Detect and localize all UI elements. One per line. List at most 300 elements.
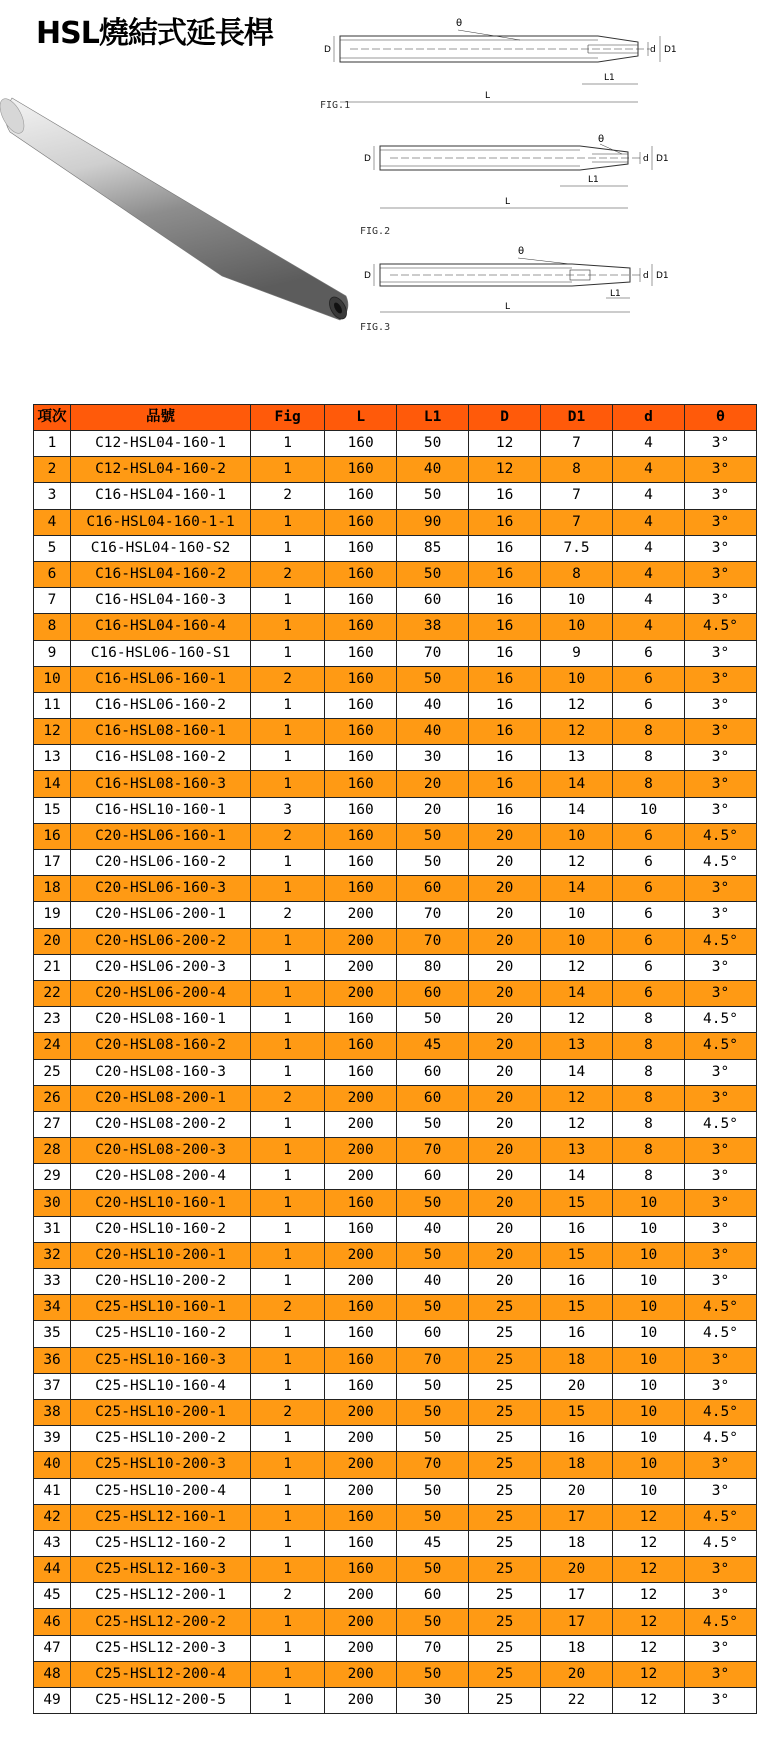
cell-L: 160 <box>325 640 397 666</box>
cell-fig: 1 <box>251 535 325 561</box>
cell-theta: 3° <box>684 719 756 745</box>
cell-d: 6 <box>613 928 685 954</box>
cell-D: 16 <box>469 666 541 692</box>
cell-D1: 10 <box>541 902 613 928</box>
cell-theta: 3° <box>684 535 756 561</box>
cell-theta: 3° <box>684 666 756 692</box>
cell-D1: 12 <box>541 1007 613 1033</box>
table-row <box>34 1688 757 1714</box>
cell-item-no: 9 <box>34 640 71 666</box>
cell-D1: 10 <box>541 928 613 954</box>
cell-part-no: C25-HSL10-160-3 <box>71 1347 251 1373</box>
cell-part-no: C16-HSL04-160-1 <box>71 483 251 509</box>
cell-D1: 12 <box>541 1085 613 1111</box>
cell-D: 20 <box>469 1007 541 1033</box>
cell-D: 16 <box>469 483 541 509</box>
cell-d: 10 <box>613 1478 685 1504</box>
cell-D1: 7 <box>541 431 613 457</box>
cell-fig: 2 <box>251 1295 325 1321</box>
cell-item-no: 38 <box>34 1399 71 1425</box>
cell-fig: 1 <box>251 1059 325 1085</box>
cell-L1: 70 <box>397 1347 469 1373</box>
cell-item-no: 32 <box>34 1242 71 1268</box>
cell-fig: 2 <box>251 483 325 509</box>
cell-d: 10 <box>613 1242 685 1268</box>
cell-fig: 1 <box>251 1007 325 1033</box>
header-L: L <box>325 405 397 431</box>
cell-theta: 3° <box>684 561 756 587</box>
fig1-D-label: D <box>324 45 331 55</box>
cell-L: 200 <box>325 1688 397 1714</box>
table-row <box>34 431 757 457</box>
cell-theta: 4.5° <box>684 1399 756 1425</box>
cell-item-no: 11 <box>34 692 71 718</box>
cell-theta: 3° <box>684 1242 756 1268</box>
fig3-d-label: d <box>643 271 649 281</box>
cell-d: 12 <box>613 1688 685 1714</box>
cell-theta: 4.5° <box>684 1007 756 1033</box>
cell-theta: 4.5° <box>684 1426 756 1452</box>
cell-part-no: C20-HSL06-160-1 <box>71 823 251 849</box>
cell-L1: 40 <box>397 1216 469 1242</box>
cell-theta: 4.5° <box>684 1504 756 1530</box>
cell-D1: 14 <box>541 771 613 797</box>
cell-item-no: 47 <box>34 1635 71 1661</box>
cell-D1: 18 <box>541 1347 613 1373</box>
cell-fig: 1 <box>251 1164 325 1190</box>
cell-L: 200 <box>325 1478 397 1504</box>
fig2-theta-label: θ <box>598 134 605 145</box>
cell-fig: 1 <box>251 1609 325 1635</box>
cell-d: 8 <box>613 1111 685 1137</box>
cell-D1: 15 <box>541 1399 613 1425</box>
cell-d: 6 <box>613 850 685 876</box>
cell-D1: 10 <box>541 666 613 692</box>
cell-L1: 60 <box>397 980 469 1006</box>
cell-d: 6 <box>613 876 685 902</box>
cell-item-no: 31 <box>34 1216 71 1242</box>
cell-fig: 1 <box>251 1661 325 1687</box>
cell-L1: 20 <box>397 797 469 823</box>
cell-theta: 3° <box>684 980 756 1006</box>
cell-theta: 3° <box>684 1557 756 1583</box>
page-title: HSL燒結式延長桿 <box>36 16 273 51</box>
table-row <box>34 771 757 797</box>
fig2-D1-label: D1 <box>656 154 669 164</box>
cell-L1: 40 <box>397 1269 469 1295</box>
cell-d: 8 <box>613 1033 685 1059</box>
cell-item-no: 3 <box>34 483 71 509</box>
cell-item-no: 28 <box>34 1138 71 1164</box>
table-row <box>34 1007 757 1033</box>
fig2-D-label: D <box>364 154 371 164</box>
cell-D1: 18 <box>541 1530 613 1556</box>
cell-item-no: 4 <box>34 509 71 535</box>
cell-part-no: C25-HSL10-200-3 <box>71 1452 251 1478</box>
cell-d: 6 <box>613 902 685 928</box>
cell-L: 160 <box>325 1059 397 1085</box>
fig1-D1-label: D1 <box>664 45 677 55</box>
cell-L1: 60 <box>397 1164 469 1190</box>
cell-fig: 1 <box>251 509 325 535</box>
cell-theta: 3° <box>684 1373 756 1399</box>
cell-part-no: C16-HSL08-160-3 <box>71 771 251 797</box>
cell-d: 4 <box>613 483 685 509</box>
cell-L: 160 <box>325 483 397 509</box>
cell-L: 160 <box>325 1190 397 1216</box>
table-row <box>34 457 757 483</box>
cell-L1: 45 <box>397 1530 469 1556</box>
cell-fig: 1 <box>251 980 325 1006</box>
table-body <box>34 431 757 1714</box>
cell-D1: 20 <box>541 1373 613 1399</box>
cell-d: 12 <box>613 1504 685 1530</box>
fig2-diagram <box>360 130 680 225</box>
cell-d: 8 <box>613 1164 685 1190</box>
fig1-theta-label: θ <box>456 18 463 29</box>
cell-L: 160 <box>325 614 397 640</box>
fig1-L1-label: L1 <box>604 73 615 83</box>
cell-theta: 3° <box>684 902 756 928</box>
cell-L: 200 <box>325 902 397 928</box>
table-row <box>34 850 757 876</box>
cell-d: 8 <box>613 1085 685 1111</box>
cell-L: 160 <box>325 850 397 876</box>
cell-L: 200 <box>325 1164 397 1190</box>
cell-item-no: 25 <box>34 1059 71 1085</box>
cell-theta: 3° <box>684 1190 756 1216</box>
cell-L: 160 <box>325 823 397 849</box>
cell-fig: 1 <box>251 1688 325 1714</box>
cell-L: 160 <box>325 1033 397 1059</box>
cell-item-no: 13 <box>34 745 71 771</box>
cell-item-no: 35 <box>34 1321 71 1347</box>
cell-D: 20 <box>469 1164 541 1190</box>
cell-part-no: C20-HSL10-160-2 <box>71 1216 251 1242</box>
cell-part-no: C20-HSL06-200-3 <box>71 954 251 980</box>
cell-d: 8 <box>613 771 685 797</box>
cell-d: 6 <box>613 980 685 1006</box>
cell-fig: 1 <box>251 1373 325 1399</box>
table-row <box>34 980 757 1006</box>
table-row <box>34 535 757 561</box>
cell-d: 6 <box>613 640 685 666</box>
cell-L: 160 <box>325 1007 397 1033</box>
fig1-caption: FIG.1 <box>320 100 351 111</box>
cell-theta: 3° <box>684 1452 756 1478</box>
cell-theta: 3° <box>684 483 756 509</box>
cell-part-no: C25-HSL12-200-4 <box>71 1661 251 1687</box>
fig2-L1-label: L1 <box>588 175 599 185</box>
table-row <box>34 509 757 535</box>
header-fig: Fig <box>251 405 325 431</box>
cell-item-no: 1 <box>34 431 71 457</box>
cell-d: 12 <box>613 1583 685 1609</box>
cell-part-no: C16-HSL08-160-2 <box>71 745 251 771</box>
cell-theta: 4.5° <box>684 614 756 640</box>
cell-d: 4 <box>613 561 685 587</box>
table-row <box>34 954 757 980</box>
cell-item-no: 22 <box>34 980 71 1006</box>
cell-D: 25 <box>469 1609 541 1635</box>
cell-L1: 50 <box>397 850 469 876</box>
cell-L: 160 <box>325 666 397 692</box>
cell-D: 25 <box>469 1373 541 1399</box>
fig1-d-label: d <box>650 45 656 55</box>
cell-d: 8 <box>613 1138 685 1164</box>
cell-L: 160 <box>325 1347 397 1373</box>
cell-theta: 3° <box>684 588 756 614</box>
cell-L: 200 <box>325 1085 397 1111</box>
table-row <box>34 1478 757 1504</box>
cell-D1: 8 <box>541 457 613 483</box>
cell-item-no: 37 <box>34 1373 71 1399</box>
cell-D1: 7.5 <box>541 535 613 561</box>
header-d: d <box>613 405 685 431</box>
cell-d: 10 <box>613 1295 685 1321</box>
cell-L: 200 <box>325 1635 397 1661</box>
cell-d: 8 <box>613 1059 685 1085</box>
cell-theta: 3° <box>684 797 756 823</box>
cell-fig: 1 <box>251 1347 325 1373</box>
table-header-row <box>34 405 757 431</box>
cell-L: 200 <box>325 928 397 954</box>
cell-D1: 8 <box>541 561 613 587</box>
cell-item-no: 48 <box>34 1661 71 1687</box>
cell-L1: 60 <box>397 588 469 614</box>
cell-item-no: 44 <box>34 1557 71 1583</box>
fig2-L-label: L <box>505 197 511 207</box>
cell-d: 12 <box>613 1557 685 1583</box>
cell-D1: 17 <box>541 1609 613 1635</box>
cell-D: 25 <box>469 1688 541 1714</box>
cell-part-no: C25-HSL10-200-2 <box>71 1426 251 1452</box>
table-row <box>34 1557 757 1583</box>
cell-D1: 18 <box>541 1452 613 1478</box>
table-row <box>34 1321 757 1347</box>
cell-fig: 1 <box>251 1321 325 1347</box>
cell-L: 200 <box>325 1661 397 1687</box>
cell-part-no: C20-HSL06-160-3 <box>71 876 251 902</box>
cell-D: 25 <box>469 1399 541 1425</box>
cell-fig: 1 <box>251 876 325 902</box>
cell-item-no: 26 <box>34 1085 71 1111</box>
cell-d: 6 <box>613 823 685 849</box>
cell-part-no: C20-HSL06-200-4 <box>71 980 251 1006</box>
cell-D: 16 <box>469 692 541 718</box>
cell-D: 16 <box>469 745 541 771</box>
cell-D: 20 <box>469 1085 541 1111</box>
table-row <box>34 692 757 718</box>
table-row <box>34 1033 757 1059</box>
cell-item-no: 23 <box>34 1007 71 1033</box>
table-row <box>34 1269 757 1295</box>
cell-L: 160 <box>325 876 397 902</box>
cell-D: 25 <box>469 1635 541 1661</box>
cell-part-no: C20-HSL10-160-1 <box>71 1190 251 1216</box>
cell-D: 20 <box>469 1190 541 1216</box>
cell-fig: 1 <box>251 1635 325 1661</box>
cell-theta: 4.5° <box>684 1530 756 1556</box>
cell-L: 200 <box>325 1452 397 1478</box>
header-D1: D1 <box>541 405 613 431</box>
cell-L1: 60 <box>397 1085 469 1111</box>
table-row <box>34 1190 757 1216</box>
cell-d: 10 <box>613 1190 685 1216</box>
cell-fig: 2 <box>251 561 325 587</box>
cell-item-no: 49 <box>34 1688 71 1714</box>
cell-d: 4 <box>613 588 685 614</box>
cell-d: 10 <box>613 1216 685 1242</box>
cell-L: 160 <box>325 1295 397 1321</box>
cell-D1: 12 <box>541 1111 613 1137</box>
cell-fig: 1 <box>251 1033 325 1059</box>
cell-d: 10 <box>613 1321 685 1347</box>
cell-theta: 3° <box>684 876 756 902</box>
cell-item-no: 5 <box>34 535 71 561</box>
cell-L1: 50 <box>397 666 469 692</box>
cell-D: 20 <box>469 980 541 1006</box>
cell-item-no: 42 <box>34 1504 71 1530</box>
cell-L1: 45 <box>397 1033 469 1059</box>
cell-item-no: 46 <box>34 1609 71 1635</box>
cell-L1: 50 <box>397 1426 469 1452</box>
cell-item-no: 24 <box>34 1033 71 1059</box>
cell-L: 200 <box>325 1583 397 1609</box>
cell-part-no: C20-HSL06-200-1 <box>71 902 251 928</box>
cell-fig: 1 <box>251 1242 325 1268</box>
cell-L1: 70 <box>397 640 469 666</box>
cell-D1: 14 <box>541 876 613 902</box>
cell-part-no: C16-HSL06-160-S1 <box>71 640 251 666</box>
cell-L1: 50 <box>397 561 469 587</box>
cell-part-no: C20-HSL08-160-1 <box>71 1007 251 1033</box>
table-row <box>34 483 757 509</box>
cell-D1: 13 <box>541 1033 613 1059</box>
cell-theta: 4.5° <box>684 850 756 876</box>
cell-D: 20 <box>469 902 541 928</box>
cell-part-no: C16-HSL08-160-1 <box>71 719 251 745</box>
cell-part-no: C20-HSL10-200-1 <box>71 1242 251 1268</box>
table-row <box>34 823 757 849</box>
cell-item-no: 12 <box>34 719 71 745</box>
cell-L1: 50 <box>397 431 469 457</box>
cell-part-no: C20-HSL08-160-2 <box>71 1033 251 1059</box>
cell-theta: 4.5° <box>684 928 756 954</box>
cell-fig: 1 <box>251 1216 325 1242</box>
cell-D1: 14 <box>541 1164 613 1190</box>
fig3-D-label: D <box>364 271 371 281</box>
cell-D1: 17 <box>541 1583 613 1609</box>
cell-theta: 3° <box>684 745 756 771</box>
cell-D1: 17 <box>541 1504 613 1530</box>
cell-D1: 22 <box>541 1688 613 1714</box>
cell-d: 12 <box>613 1661 685 1687</box>
cell-part-no: C16-HSL04-160-4 <box>71 614 251 640</box>
cell-L: 160 <box>325 771 397 797</box>
cell-theta: 3° <box>684 1269 756 1295</box>
cell-item-no: 30 <box>34 1190 71 1216</box>
table-row <box>34 1216 757 1242</box>
cell-L1: 60 <box>397 1321 469 1347</box>
table-row <box>34 876 757 902</box>
header-item-no: 項次 <box>34 405 71 431</box>
cell-L1: 50 <box>397 1242 469 1268</box>
cell-theta: 3° <box>684 457 756 483</box>
cell-item-no: 27 <box>34 1111 71 1137</box>
cell-L: 200 <box>325 1111 397 1137</box>
cell-d: 6 <box>613 692 685 718</box>
cell-theta: 3° <box>684 1688 756 1714</box>
cell-part-no: C16-HSL04-160-1-1 <box>71 509 251 535</box>
cell-D1: 16 <box>541 1321 613 1347</box>
cell-part-no: C16-HSL10-160-1 <box>71 797 251 823</box>
cell-theta: 3° <box>684 1478 756 1504</box>
table-row <box>34 1530 757 1556</box>
header-D: D <box>469 405 541 431</box>
cell-item-no: 43 <box>34 1530 71 1556</box>
cell-L: 200 <box>325 1138 397 1164</box>
cell-d: 10 <box>613 1373 685 1399</box>
cell-fig: 1 <box>251 928 325 954</box>
cell-item-no: 21 <box>34 954 71 980</box>
cell-item-no: 19 <box>34 902 71 928</box>
cell-item-no: 2 <box>34 457 71 483</box>
cell-theta: 4.5° <box>684 1295 756 1321</box>
cell-part-no: C20-HSL10-200-2 <box>71 1269 251 1295</box>
table-row <box>34 1242 757 1268</box>
cell-D: 16 <box>469 719 541 745</box>
table-row <box>34 1399 757 1425</box>
cell-D: 16 <box>469 588 541 614</box>
cell-L1: 50 <box>397 1478 469 1504</box>
cell-fig: 1 <box>251 588 325 614</box>
cell-part-no: C25-HSL12-160-2 <box>71 1530 251 1556</box>
cell-part-no: C12-HSL04-160-1 <box>71 431 251 457</box>
table-row <box>34 1426 757 1452</box>
table-row <box>34 1373 757 1399</box>
cell-fig: 1 <box>251 1269 325 1295</box>
cell-L: 160 <box>325 745 397 771</box>
cell-D: 20 <box>469 1059 541 1085</box>
cell-d: 10 <box>613 1269 685 1295</box>
cell-D1: 16 <box>541 1216 613 1242</box>
cell-d: 12 <box>613 1635 685 1661</box>
cell-fig: 1 <box>251 457 325 483</box>
cell-D: 20 <box>469 1269 541 1295</box>
cell-L: 160 <box>325 535 397 561</box>
cell-theta: 4.5° <box>684 1033 756 1059</box>
cell-part-no: C16-HSL04-160-2 <box>71 561 251 587</box>
cell-L1: 50 <box>397 1399 469 1425</box>
cell-L1: 70 <box>397 928 469 954</box>
cell-D1: 18 <box>541 1635 613 1661</box>
cell-part-no: C16-HSL04-160-3 <box>71 588 251 614</box>
cell-L1: 30 <box>397 1688 469 1714</box>
cell-D1: 15 <box>541 1242 613 1268</box>
table-row <box>34 1635 757 1661</box>
cell-D1: 12 <box>541 954 613 980</box>
cell-D1: 12 <box>541 850 613 876</box>
cell-L: 200 <box>325 1269 397 1295</box>
cell-part-no: C12-HSL04-160-2 <box>71 457 251 483</box>
cell-theta: 3° <box>684 1583 756 1609</box>
cell-fig: 1 <box>251 745 325 771</box>
cell-D: 16 <box>469 535 541 561</box>
cell-L: 160 <box>325 1504 397 1530</box>
fig3-theta-label: θ <box>518 246 525 257</box>
cell-D: 25 <box>469 1661 541 1687</box>
